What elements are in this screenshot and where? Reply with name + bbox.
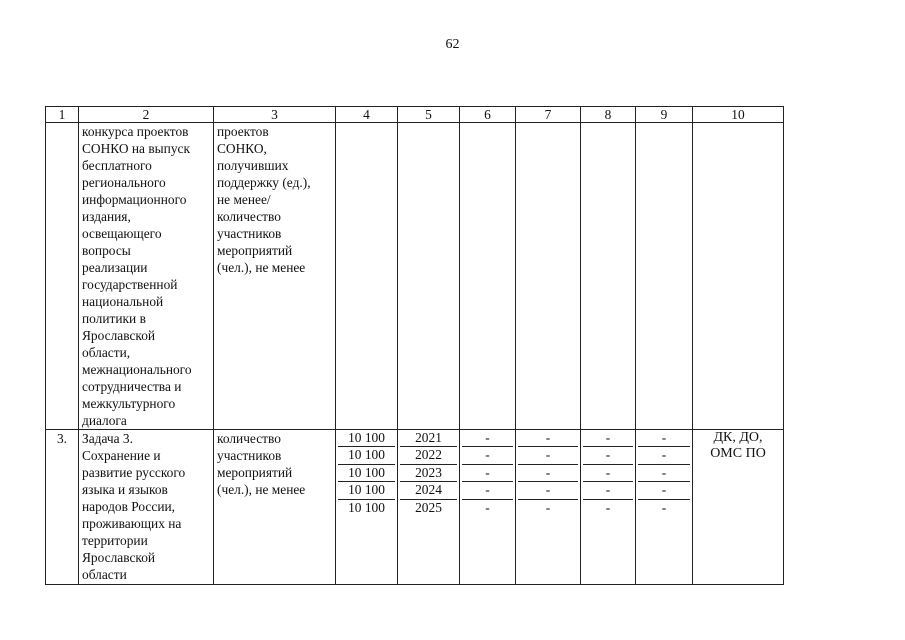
text-line: национальной xyxy=(82,294,164,309)
executor-line: ДК, ДО, xyxy=(713,430,763,445)
cont-task-text xyxy=(79,123,214,430)
dash-value: - xyxy=(545,499,551,515)
text-line: информационного xyxy=(82,192,187,207)
cont-col-10 xyxy=(693,123,784,430)
text-line: поддержку (ед.), xyxy=(217,175,311,190)
text-line: проживающих на xyxy=(82,516,182,531)
task-text xyxy=(79,430,214,585)
text-line: сотрудничества и xyxy=(82,379,182,394)
dash-value: - xyxy=(638,465,690,482)
header-col-4: 4 xyxy=(336,107,398,123)
year-value: 2025 xyxy=(415,499,442,515)
target-values-cell xyxy=(336,430,398,585)
cont-col-9 xyxy=(636,123,693,430)
header-col-7: 7 xyxy=(516,107,581,123)
row-number: 3. xyxy=(46,430,79,585)
dash-value: - xyxy=(518,430,578,447)
cont-col-8 xyxy=(581,123,636,430)
dash-value: - xyxy=(518,465,578,482)
task-3-row xyxy=(46,430,784,585)
text-line: участников xyxy=(217,226,282,241)
years-cell xyxy=(398,430,460,585)
text-line: мероприятий xyxy=(217,465,293,480)
text-line: языка и языков xyxy=(82,482,168,497)
target-value: 10 100 xyxy=(348,499,385,515)
col-8-dashes xyxy=(581,430,636,585)
target-value: 10 100 xyxy=(338,465,395,482)
text-line: конкурса проектов xyxy=(82,124,189,139)
cont-col-5 xyxy=(398,123,460,430)
dash-value: - xyxy=(638,482,690,499)
col-7-dashes xyxy=(516,430,581,585)
indicator-text xyxy=(214,430,336,585)
cont-col-1 xyxy=(46,123,79,430)
target-value: 10 100 xyxy=(338,430,395,447)
text-line: количество xyxy=(217,209,281,224)
text-line: реализации xyxy=(82,260,148,275)
continuation-row xyxy=(46,123,784,430)
text-line: Сохранение и xyxy=(82,448,161,463)
text-line: народов России, xyxy=(82,499,176,514)
cont-col-4 xyxy=(336,123,398,430)
text-line: политики в xyxy=(82,311,146,326)
page-number: 62 xyxy=(445,37,460,52)
text-line: области xyxy=(82,567,127,582)
text-line: не менее/ xyxy=(217,192,271,207)
header-col-1: 1 xyxy=(46,107,79,123)
header-col-2: 2 xyxy=(79,107,214,123)
text-line: диалога xyxy=(82,413,127,428)
header-col-8: 8 xyxy=(581,107,636,123)
dash-value: - xyxy=(518,482,578,499)
text-line: (чел.), не менее xyxy=(217,260,306,275)
text-line: Ярославской xyxy=(82,328,156,343)
dash-value: - xyxy=(485,499,490,515)
dash-value: - xyxy=(605,499,611,515)
dash-value: - xyxy=(462,482,513,499)
col-6-dashes xyxy=(460,430,516,585)
dash-value: - xyxy=(638,447,690,464)
executor-line: ОМС ПО xyxy=(710,446,766,461)
text-line: бесплатного xyxy=(82,158,152,173)
year-value: 2024 xyxy=(400,482,457,499)
cont-col-7 xyxy=(516,123,581,430)
header-col-5: 5 xyxy=(398,107,460,123)
program-table xyxy=(45,106,784,585)
text-line: межкультурного xyxy=(82,396,176,411)
dash-value: - xyxy=(661,499,667,515)
text-line: (чел.), не менее xyxy=(217,482,306,497)
dash-value: - xyxy=(638,430,690,447)
header-col-3: 3 xyxy=(214,107,336,123)
cont-indicator-text xyxy=(214,123,336,430)
header-col-10: 10 xyxy=(693,107,784,123)
text-line: вопросы xyxy=(82,243,131,258)
text-line: Ярославской xyxy=(82,550,156,565)
header-col-6: 6 xyxy=(460,107,516,123)
text-line: Задача 3. xyxy=(82,431,133,446)
text-line: регионального xyxy=(82,175,166,190)
year-value: 2023 xyxy=(400,465,457,482)
text-line: мероприятий xyxy=(217,243,293,258)
text-line: количество xyxy=(217,431,281,446)
target-value: 10 100 xyxy=(338,482,395,499)
text-line: государственной xyxy=(82,277,178,292)
year-value: 2021 xyxy=(400,430,457,447)
dash-value: - xyxy=(583,430,633,447)
text-line: проектов xyxy=(217,124,269,139)
dash-value: - xyxy=(583,447,633,464)
text-line: участников xyxy=(217,448,282,463)
table-header-row xyxy=(46,107,784,123)
dash-value: - xyxy=(462,447,513,464)
dash-value: - xyxy=(583,482,633,499)
target-value: 10 100 xyxy=(338,447,395,464)
text-line: издания, xyxy=(82,209,131,224)
dash-value: - xyxy=(462,465,513,482)
text-line: СОНКО, xyxy=(217,141,267,156)
year-value: 2022 xyxy=(400,447,457,464)
text-line: освещающего xyxy=(82,226,162,241)
cont-col-6 xyxy=(460,123,516,430)
text-line: области, xyxy=(82,345,131,360)
text-line: получивших xyxy=(217,158,289,173)
dash-value: - xyxy=(462,430,513,447)
text-line: развитие русского xyxy=(82,465,186,480)
executors-cell xyxy=(693,430,784,585)
dash-value: - xyxy=(583,465,633,482)
col-9-dashes xyxy=(636,430,693,585)
text-line: межнационального xyxy=(82,362,192,377)
text-line: территории xyxy=(82,533,148,548)
header-col-9: 9 xyxy=(636,107,693,123)
text-line: СОНКО на выпуск xyxy=(82,141,190,156)
dash-value: - xyxy=(518,447,578,464)
